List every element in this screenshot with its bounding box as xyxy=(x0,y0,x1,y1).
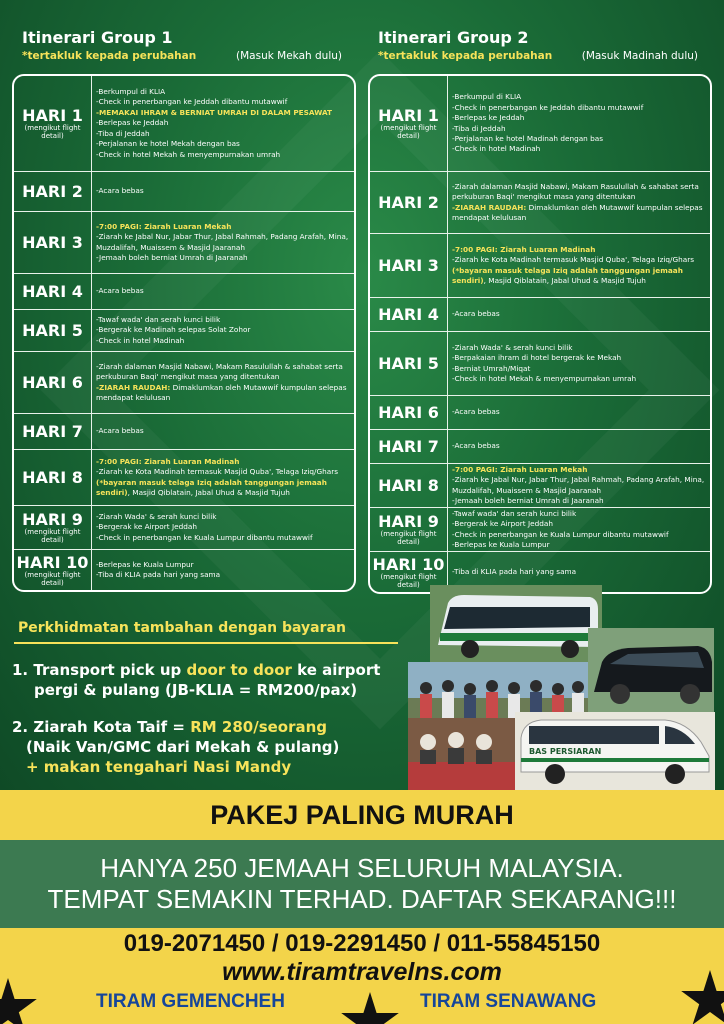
activity-list xyxy=(92,352,354,413)
activity-item xyxy=(452,203,706,224)
activity-list xyxy=(92,274,354,309)
day-label: HARI 5 xyxy=(22,321,83,340)
activity-text: -MEMAKAI IHRAM & BERNIAT UMRAH DI DALAM PESAWAT xyxy=(96,107,333,117)
activity-item xyxy=(96,522,350,532)
activity-list xyxy=(448,172,710,233)
activity-text: -Ziarah Wada' & serah kunci bilik xyxy=(96,511,217,521)
activity-text: -Berkumpul di KLIA xyxy=(96,87,166,97)
activity-text: -Check in hotel Mekah & menyempurnakan umrah xyxy=(96,149,281,159)
activity-list xyxy=(92,450,354,505)
day-label: HARI 6 xyxy=(22,373,83,392)
flight-detail-note: (mengikut flight detail) xyxy=(24,528,81,544)
day-cell xyxy=(14,274,92,309)
activity-text: -Ziarah ke Jabal Nur, Jabar Thur, Jabal Rahmah, Padang Arafah, Mina, Muzdalifah, Muaissem & Masjid Jaaranah xyxy=(96,232,349,252)
activity-item xyxy=(96,87,350,97)
activity-item xyxy=(96,533,350,543)
van-label: BAS PERSIARAN xyxy=(529,747,602,756)
day-cell xyxy=(370,298,448,331)
meal-photo xyxy=(408,718,530,790)
day-cell xyxy=(370,234,448,297)
activity-text: -Acara bebas xyxy=(96,186,144,196)
day-cell xyxy=(370,396,448,429)
activity-text: -Berlepas ke Jeddah xyxy=(96,118,169,128)
star-decoration-center xyxy=(340,992,400,1024)
activity-text: -Ziarah ke Kota Madinah termasuk Masjid Quba', Telaga Iziq/Ghars xyxy=(96,467,339,477)
activity-list xyxy=(92,506,354,549)
day-label: HARI 3 xyxy=(22,233,83,252)
day-label: HARI 9 xyxy=(22,510,83,529)
activity-item xyxy=(452,245,706,255)
group1-note: *tertakluk kepada perubahan xyxy=(22,50,197,62)
activity-text-rest: Dimaklumkan oleh Mutawwif kumpulan selepas mendapat kelulusan xyxy=(96,382,347,402)
activity-list xyxy=(448,76,710,171)
itinerary-row xyxy=(14,172,354,212)
itinerary-row xyxy=(370,508,710,552)
activity-item xyxy=(96,383,350,404)
activity-list xyxy=(92,172,354,211)
day-label: HARI 8 xyxy=(378,476,439,495)
activity-item xyxy=(452,144,706,154)
activity-item xyxy=(452,309,706,319)
activity-list xyxy=(448,298,710,331)
activity-list xyxy=(448,464,710,507)
activity-text: -Berniat Umrah/Miqat xyxy=(452,363,531,373)
bus-photo xyxy=(430,585,602,667)
activity-text-rest: , Masjid Qiblatain, Jabal Uhud & Masjid Tujuh xyxy=(127,487,290,497)
activity-item xyxy=(96,325,350,335)
flight-detail-note: (mengikut flight detail) xyxy=(24,124,81,140)
itinerary-row xyxy=(14,352,354,414)
service1-text-c: ke airport xyxy=(291,661,381,679)
banner-line-2: TEMPAT SEMAKIN TERHAD. DAFTAR SEKARANG!!! xyxy=(47,884,677,914)
activity-item xyxy=(96,560,350,570)
activity-text: -Berpakaian ihram di hotel bergerak ke Mekah xyxy=(452,353,622,363)
activity-list xyxy=(448,430,710,463)
activity-text: -Bergerak ke Airport Jeddah xyxy=(452,519,553,529)
day-cell xyxy=(370,76,448,171)
itinerary-row xyxy=(14,310,354,352)
van-photo xyxy=(515,712,715,790)
activity-text: -Ziarah dalaman Masjid Nabawi, Makam Rasulullah & sahabat serta perkuburan Baqi' mengikut masa yang ditentukan xyxy=(96,361,343,382)
activity-item xyxy=(452,364,706,374)
activity-item xyxy=(452,343,706,353)
activity-text: -7:00 PAGI: Ziarah Luaran Mekah xyxy=(96,221,232,231)
itinerary-row xyxy=(370,172,710,234)
day-label: HARI 3 xyxy=(378,256,439,275)
activity-item xyxy=(96,232,350,253)
activity-item xyxy=(96,222,350,232)
activity-text: -Acara bebas xyxy=(96,426,144,436)
activity-text: -Tawaf wada' dan serah kunci bilik xyxy=(96,314,221,324)
flight-detail-note: (mengikut flight detail) xyxy=(24,570,81,587)
activity-text: -Check in penerbangan ke Jeddah dibantu mutawwif xyxy=(96,97,288,107)
day-cell xyxy=(14,550,92,590)
activity-text: -7:00 PAGI: Ziarah Luaran Mekah xyxy=(452,464,588,474)
activity-item xyxy=(452,530,706,540)
activity-item xyxy=(96,457,350,467)
branch-gemencheh: TIRAM GEMENCHEH xyxy=(96,991,285,1012)
itinerary-row xyxy=(370,76,710,172)
activity-item xyxy=(452,509,706,519)
day-cell xyxy=(14,310,92,351)
day-label: HARI 9 xyxy=(378,512,439,531)
activity-item xyxy=(96,108,350,118)
banner-title: PAKEJ PALING MURAH xyxy=(0,790,724,840)
activity-text: -Tawaf wada' dan serah kunci bilik xyxy=(452,508,577,518)
group2-title: Itinerari Group 2 xyxy=(378,28,529,47)
activity-item xyxy=(452,465,706,475)
group2-subtitle xyxy=(368,48,712,64)
activity-text: -Check in penerbangan ke Jeddah dibantu mutawwif xyxy=(452,102,644,112)
activity-item xyxy=(96,129,350,139)
activity-text: -Acara bebas xyxy=(452,309,500,319)
activity-item xyxy=(96,139,350,149)
activity-text: -Jemaah boleh berniat Umrah di Jaaranah xyxy=(96,252,248,262)
activity-text: -Tiba di KLIA pada hari yang sama xyxy=(96,570,221,579)
branch-senawang: TIRAM SENAWANG xyxy=(420,991,597,1012)
activity-item xyxy=(96,150,350,160)
activity-text: -Check in hotel Madinah xyxy=(452,144,541,154)
itinerary-row xyxy=(370,430,710,464)
day-label: HARI 4 xyxy=(22,282,83,301)
services-underline xyxy=(14,642,398,644)
itinerary-row xyxy=(14,506,354,550)
activity-list xyxy=(448,234,710,297)
itinerary-row xyxy=(370,298,710,332)
activity-text: -ZIARAH RAUDAH: xyxy=(452,202,527,212)
banner-message xyxy=(0,840,724,928)
activity-text-rest: Dimaklumkan oleh Mutawwif kumpulan selepas mendapat kelulusan xyxy=(452,202,703,222)
service1-text-a: 1. Transport pick up xyxy=(12,661,187,679)
day-cell xyxy=(370,332,448,395)
day-cell xyxy=(14,76,92,171)
activity-text: -Check in hotel Mekah & menyempurnakan umrah xyxy=(452,373,637,383)
activity-text: -Check in hotel Madinah xyxy=(96,335,185,345)
activity-item xyxy=(452,441,706,451)
itinerary-row xyxy=(14,274,354,310)
day-cell xyxy=(14,414,92,449)
activity-list xyxy=(448,508,710,551)
service1-highlight: door to door xyxy=(186,661,292,679)
activity-text: -Check in penerbangan ke Kuala Lumpur dibantu mutawwif xyxy=(96,532,313,542)
website-link[interactable]: www.tiramtravelns.com xyxy=(222,958,502,986)
activity-text: -ZIARAH RAUDAH: xyxy=(96,382,171,392)
day-cell xyxy=(14,506,92,549)
activity-item xyxy=(96,186,350,196)
activity-list xyxy=(92,310,354,351)
activity-text: -Tiba di Jeddah xyxy=(96,128,150,138)
day-label: HARI 4 xyxy=(378,305,439,324)
activity-text: -Berlepas ke Kuala Lumpur xyxy=(452,539,550,549)
itinerary-row xyxy=(14,550,354,590)
activity-highlight: (*bayaran masuk telaga Iziq adalah tanggungan jemaah sendiri) xyxy=(452,265,683,285)
activity-text: -Acara bebas xyxy=(96,286,144,296)
activity-item xyxy=(452,353,706,363)
mpv-photo xyxy=(588,628,714,716)
activity-text: -Tiba di Jeddah xyxy=(452,123,506,133)
service1-price: pergi & pulang (JB-KLIA = RM200/pax) xyxy=(34,681,358,699)
day-label: HARI 8 xyxy=(22,468,83,487)
service2-price: RM 280/seorang xyxy=(190,718,328,736)
group2-note: *tertakluk kepada perubahan xyxy=(378,50,553,62)
activity-item xyxy=(452,134,706,144)
activity-item xyxy=(452,113,706,123)
activity-text: -Perjalanan ke hotel Mekah dengan bas xyxy=(96,139,240,149)
activity-item xyxy=(96,426,350,436)
activity-text: -Berlepas ke Jeddah xyxy=(452,113,525,123)
activity-list xyxy=(92,212,354,273)
itinerary-row xyxy=(370,332,710,396)
activity-item xyxy=(452,496,706,506)
service-transport xyxy=(12,660,412,700)
activity-text: -Berlepas ke Kuala Lumpur xyxy=(96,559,194,569)
activity-item xyxy=(452,124,706,134)
activity-list xyxy=(448,332,710,395)
activity-item xyxy=(452,567,706,577)
activity-text: -Perjalanan ke hotel Madinah dengan bas xyxy=(452,133,604,143)
day-cell xyxy=(370,430,448,463)
activity-text: -Acara bebas xyxy=(452,441,500,451)
activity-item xyxy=(452,540,706,550)
activity-item xyxy=(452,255,706,286)
services-title: Perkhidmatan tambahan dengan bayaran xyxy=(18,620,346,636)
day-cell xyxy=(14,352,92,413)
activity-text: -7:00 PAGI: Ziarah Luaran Madinah xyxy=(96,456,240,466)
day-label: HARI 10 xyxy=(372,554,445,574)
activity-item xyxy=(96,118,350,128)
day-label: HARI 7 xyxy=(378,437,439,456)
activity-highlight: (*bayaran masuk telaga Iziq adalah tanggungan jemaah sendiri) xyxy=(96,477,327,497)
activity-item xyxy=(96,336,350,346)
day-cell xyxy=(370,464,448,507)
activity-item xyxy=(96,570,350,580)
activity-item xyxy=(452,182,706,203)
itinerary-row xyxy=(370,234,710,298)
activity-list xyxy=(448,396,710,429)
itinerary-row xyxy=(370,464,710,508)
day-cell xyxy=(14,450,92,505)
service-taif xyxy=(12,717,412,777)
itinerary-row xyxy=(14,212,354,274)
phone-numbers: 019-2071450 / 019-2291450 / 011-55845150 xyxy=(123,930,601,957)
service2-vehicle: (Naik Van/GMC dari Mekah & pulang) xyxy=(26,738,340,756)
activity-item xyxy=(96,362,350,383)
activity-text: -Bergerak ke Madinah selepas Solat Zohor xyxy=(96,325,251,335)
day-label: HARI 10 xyxy=(16,552,89,572)
activity-list xyxy=(92,550,354,590)
day-label: HARI 2 xyxy=(378,193,439,212)
activity-item xyxy=(96,286,350,296)
activity-list xyxy=(92,414,354,449)
flight-detail-note: (mengikut flight detail) xyxy=(380,572,437,589)
day-label: HARI 6 xyxy=(378,403,439,422)
day-cell xyxy=(370,508,448,551)
activity-text: -Ziarah ke Kota Madinah termasuk Masjid Quba', Telaga Iziq/Ghars xyxy=(452,255,695,265)
activity-text: -Berkumpul di KLIA xyxy=(452,92,522,102)
day-label: HARI 2 xyxy=(22,182,83,201)
activity-text: -Bergerak ke Airport Jeddah xyxy=(96,522,197,532)
activity-item xyxy=(452,374,706,384)
day-label: HARI 1 xyxy=(378,106,439,125)
flight-detail-note: (mengikut flight detail) xyxy=(380,124,437,140)
group1-subtitle xyxy=(12,48,356,64)
activity-item xyxy=(452,407,706,417)
day-label: HARI 7 xyxy=(22,422,83,441)
day-label: HARI 1 xyxy=(22,106,83,125)
day-cell xyxy=(14,172,92,211)
group2-table xyxy=(368,74,712,594)
itinerary-row xyxy=(370,396,710,430)
activity-list xyxy=(92,76,354,171)
itinerary-row xyxy=(14,450,354,506)
activity-item xyxy=(96,467,350,498)
activity-text: -Ziarah dalaman Masjid Nabawi, Makam Rasulullah & sahabat serta perkuburan Baqi' mengikut masa yang ditentukan xyxy=(452,181,699,202)
activity-text: -Tiba di KLIA pada hari yang sama xyxy=(452,566,577,576)
activity-text: -7:00 PAGI: Ziarah Luaran Madinah xyxy=(452,244,596,254)
activity-text-rest: , Masjid Qiblatain, Jabal Uhud & Masjid Tujuh xyxy=(483,275,646,285)
group1-column xyxy=(12,28,356,592)
activity-text: -Check in penerbangan ke Kuala Lumpur dibantu mutawwif xyxy=(452,529,669,539)
activity-item xyxy=(96,97,350,107)
activity-item xyxy=(96,253,350,263)
activity-text: -Acara bebas xyxy=(452,407,500,417)
service2-text-a: 2. Ziarah Kota Taif = xyxy=(12,718,191,736)
group2-mode: (Masuk Madinah dulu) xyxy=(581,50,698,62)
itinerary-row xyxy=(14,76,354,172)
activity-item xyxy=(452,475,706,496)
service2-meal: + makan tengahari Nasi Mandy xyxy=(26,758,292,776)
activity-item xyxy=(452,103,706,113)
activity-text: -Ziarah ke Jabal Nur, Jabar Thur, Jabal Rahmah, Padang Arafah, Mina, Muzdalifah, Muaissem & Masjid Jaaranah xyxy=(452,475,705,495)
activity-item xyxy=(452,92,706,102)
activity-item xyxy=(96,315,350,325)
day-cell xyxy=(370,172,448,233)
flight-detail-note: (mengikut flight detail) xyxy=(380,530,437,546)
day-label: HARI 5 xyxy=(378,354,439,373)
itinerary-row xyxy=(14,414,354,450)
banner-line-1: HANYA 250 JEMAAH SELURUH MALAYSIA. xyxy=(100,853,624,883)
day-cell xyxy=(14,212,92,273)
group1-mode: (Masuk Mekah dulu) xyxy=(236,50,342,62)
group2-column xyxy=(368,28,712,594)
activity-item xyxy=(96,512,350,522)
activity-item xyxy=(452,519,706,529)
activity-text: -Jemaah boleh berniat Umrah di Jaaranah xyxy=(452,495,604,505)
group1-title: Itinerari Group 1 xyxy=(22,28,173,47)
group1-table xyxy=(12,74,356,592)
activity-text: -Ziarah Wada' & serah kunci bilik xyxy=(452,342,573,352)
